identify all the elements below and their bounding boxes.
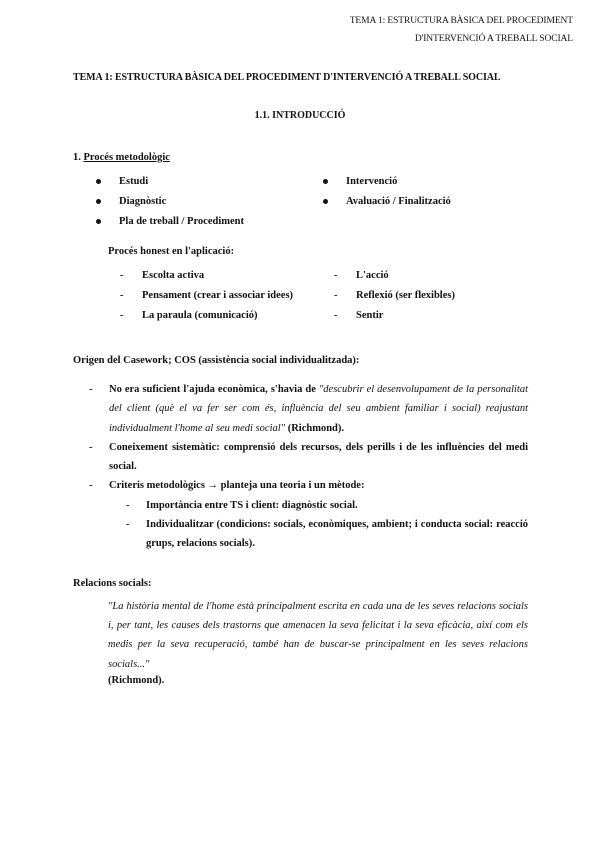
relacions-quote: "La història mental de l'home està principalment escrita en cada una de les seves relacions socials i, per tant, les causes dels trastorns que amenacen la seva felicitat i la seva eficàcia, així com els medis per la seva recuperació, també han de buscar-se principalment en les seves relacions socials..." bbox=[108, 601, 528, 670]
running-header bbox=[350, 12, 573, 48]
list-item: Avaluació / Finalització bbox=[323, 196, 451, 207]
list-item: - No era suficient l'ajuda econòmica, s'havia de "descubrir el desenvolupament de la personalitat del client (què el va fer ser com és, influència del seu ambient familiar i social) reajustant individualment l'home al seu medi social" (Richmond). bbox=[89, 384, 528, 434]
list-item: - Reflexió (ser flexibles) bbox=[334, 290, 455, 301]
sub-list-item: - Importància entre TS i client: diagnòstic social. bbox=[126, 499, 358, 511]
relacions-heading: Relacions socials: bbox=[73, 578, 152, 589]
quote-source: (Richmond). bbox=[108, 675, 165, 686]
list-item: - Pensament (crear i associar idees) bbox=[120, 290, 294, 301]
honest-heading: Procés honest en l'aplicació: bbox=[108, 246, 235, 257]
bullet-icon bbox=[96, 199, 101, 204]
document-title: TEMA 1: ESTRUCTURA BÀSICA DEL PROCEDIMENT D'INTERVENCIÓ A TREBALL SOCIAL bbox=[73, 72, 501, 83]
sub-list-item: - Individualitzar (condicions: socials, econòmiques, ambient; i conducta social: reacció grups, relacions socials). bbox=[126, 519, 528, 550]
list-item: Intervenció bbox=[323, 176, 397, 187]
list-item: - Sentir bbox=[334, 310, 384, 321]
list-item: - La paraula (comunicació) bbox=[120, 310, 258, 321]
origen-list bbox=[73, 380, 528, 554]
list-item: Estudi bbox=[96, 176, 148, 187]
bullet-icon bbox=[323, 199, 328, 204]
honest-dash-list bbox=[108, 270, 508, 330]
proces-bullet-list bbox=[73, 176, 533, 236]
list-item: - Criteris metodològics → planteja una teoria i un mètode: bbox=[89, 480, 365, 492]
origen-heading: Origen del Casework; COS (assistència social individualitzada): bbox=[73, 355, 360, 366]
proces-heading-text: Procés metodològic bbox=[83, 152, 170, 163]
list-item: - Coneixement sistemàtic: comprensió dels recursos, dels perills i de les influències del medi social. bbox=[89, 441, 528, 473]
casework-quote: "descubrir el desenvolupament de la personalitat del client (què el va fer ser com és, influència del seu ambient familiar i social) reajustant individualment l'home al seu medi social" bbox=[109, 384, 528, 434]
bullet-icon bbox=[96, 219, 101, 224]
list-item: - L'acció bbox=[334, 270, 389, 281]
proces-number: 1. bbox=[73, 152, 84, 163]
proces-heading bbox=[73, 152, 170, 163]
list-item: Diagnòstic bbox=[96, 196, 166, 207]
list-item: Pla de treball / Procediment bbox=[96, 216, 244, 227]
list-item: - Escolta activa bbox=[120, 270, 205, 281]
section-title: 1.1. INTRODUCCIÓ bbox=[254, 110, 346, 121]
bullet-icon bbox=[96, 179, 101, 184]
bullet-icon bbox=[323, 179, 328, 184]
running-header-line-1: TEMA 1: ESTRUCTURA BÀSICA DEL PROCEDIMENT bbox=[349, 16, 573, 26]
running-header-line-2: D'INTERVENCIÓ A TREBALL SOCIAL bbox=[414, 34, 573, 44]
